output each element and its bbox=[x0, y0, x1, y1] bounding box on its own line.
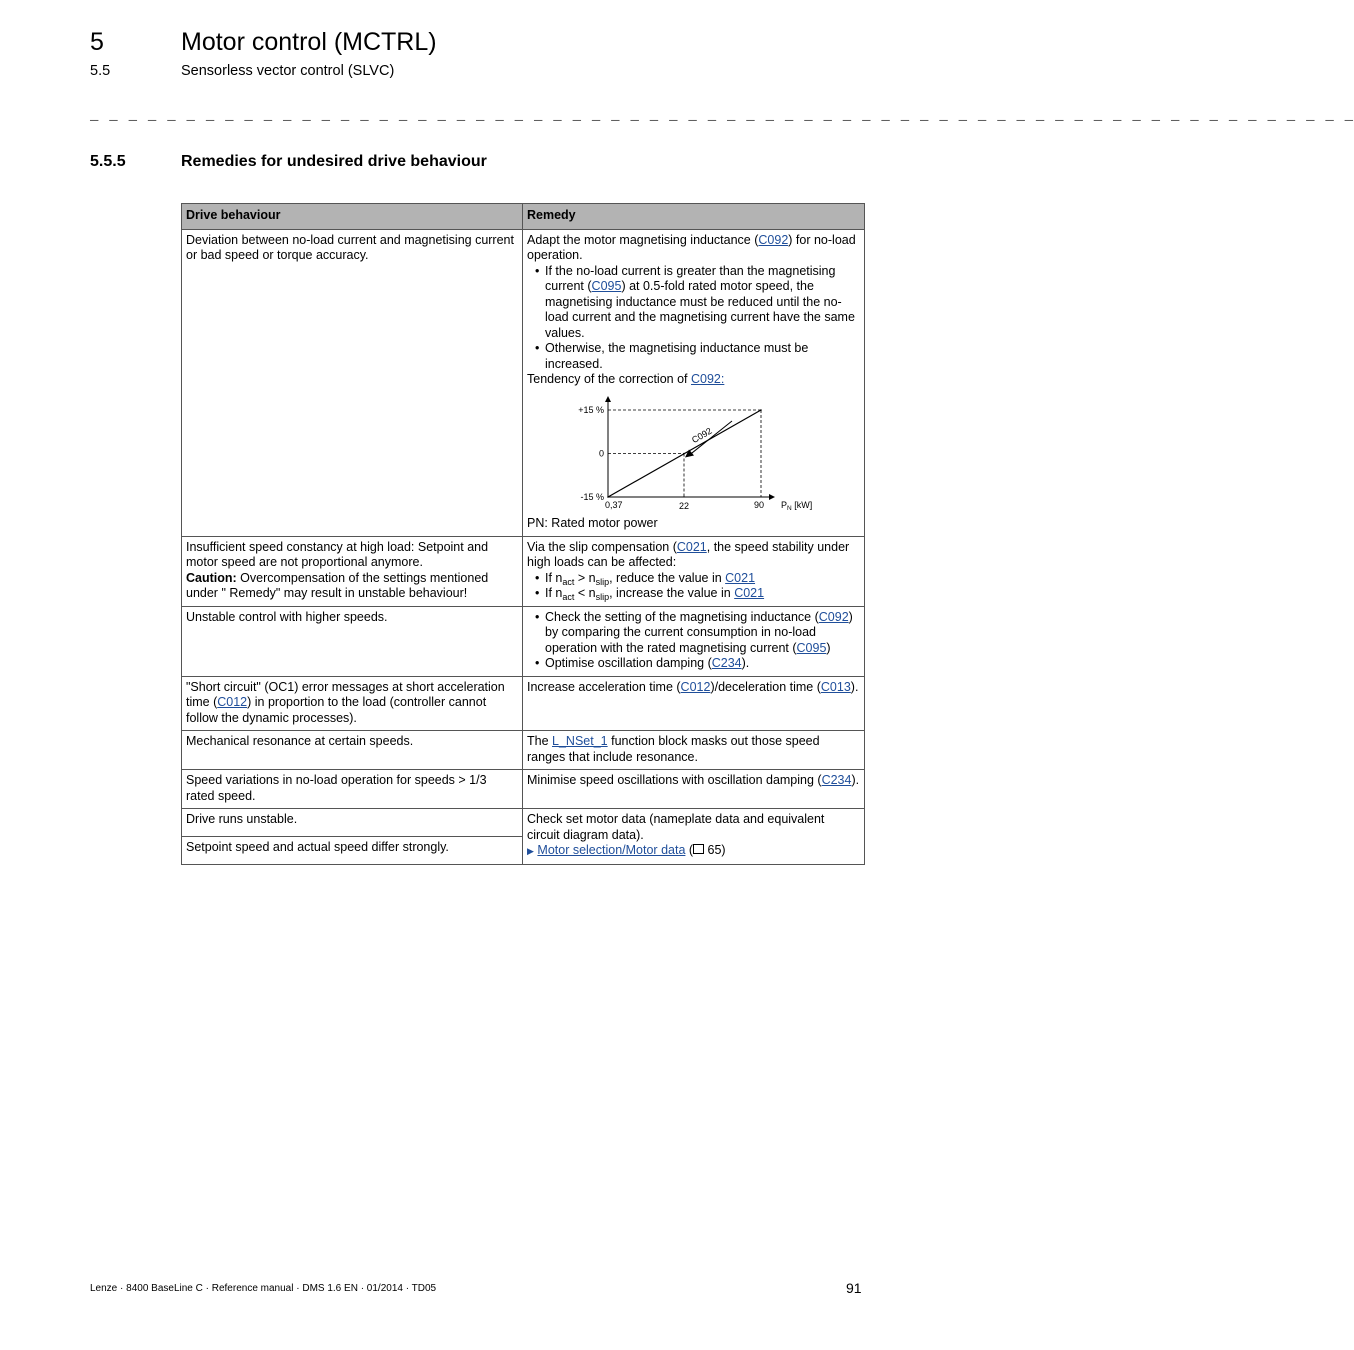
link-c021[interactable]: C021 bbox=[725, 570, 756, 585]
link-c095[interactable]: C095 bbox=[796, 640, 827, 655]
table-row bbox=[182, 676, 865, 731]
link-c013[interactable]: C013 bbox=[820, 679, 851, 694]
remedy-text: Adapt the motor magnetising inductance ( bbox=[527, 232, 759, 247]
table-row bbox=[182, 229, 865, 536]
link-c095[interactable]: C095 bbox=[591, 279, 622, 293]
bullet-text: If n bbox=[545, 570, 563, 585]
remedy-text: )/deceleration time ( bbox=[710, 679, 821, 694]
data-point bbox=[683, 452, 685, 454]
remedy-text: ). bbox=[850, 679, 859, 694]
link-l-nset-1[interactable]: L_NSet_1 bbox=[552, 734, 608, 748]
link-motor-selection[interactable]: Motor selection/Motor data bbox=[537, 843, 686, 857]
header-separator: _ _ _ _ _ _ _ _ _ _ _ _ _ _ _ _ _ _ _ _ _ _ _ _ _ _ _ _ _ _ _ _ _ _ _ _ _ _ _ _ _ _ _ _ _ _ _ _ _ _ _ _ _ _ _ _ _ _ _ _ _ _ _ _ _ _ bbox=[90, 108, 1354, 124]
bullet-list bbox=[527, 610, 860, 672]
x-tick-label: 22 bbox=[678, 500, 690, 511]
bullet-list bbox=[527, 264, 860, 373]
y-tick-label: -15 % bbox=[580, 491, 604, 502]
remedy-cell bbox=[523, 606, 865, 676]
link-c021[interactable]: C021 bbox=[676, 539, 707, 554]
link-c092[interactable]: C092 bbox=[758, 232, 789, 247]
caution-text: Overcompensation of the settings mentioned under " Remedy" may result in unstable behaviour! bbox=[186, 570, 489, 600]
bullet-text: ) by comparing the current consumption in no-load operation with the rated magnetising current ( bbox=[545, 609, 853, 655]
page-ref-text: 65) bbox=[704, 843, 726, 857]
remedy-text: Check set motor data (nameplate data and equivalent circuit diagram data). bbox=[527, 812, 825, 842]
bullet-text: ). bbox=[741, 656, 750, 670]
remedy-cell bbox=[523, 770, 865, 809]
bullet-text: Optimise oscillation damping ( bbox=[545, 656, 712, 670]
chart-svg bbox=[527, 394, 827, 510]
bullet-text: ) at 0.5-fold rated motor speed, the magnetising inductance must be reduced until the no-load current and the magnetising current have the same values. bbox=[545, 279, 855, 340]
header-drive-behaviour: Drive behaviour bbox=[182, 204, 523, 230]
bullet-text: ) bbox=[826, 640, 831, 655]
remedy-cell bbox=[523, 229, 865, 536]
link-c012[interactable]: C012 bbox=[680, 679, 711, 694]
direction-arrow-head bbox=[685, 449, 694, 457]
section-title: Sensorless vector control (SLVC) bbox=[181, 63, 395, 79]
link-c092-tendency[interactable]: C092: bbox=[690, 372, 725, 386]
x-tick-label: 90 bbox=[753, 499, 765, 510]
triangle-right-icon: ▶ bbox=[527, 846, 534, 856]
behaviour-text: "Short circuit" (OC1) error messages at short acceleration time ( bbox=[186, 679, 505, 709]
list-item: • Otherwise, the magnetising inductance must be increased. bbox=[545, 341, 860, 372]
behaviour-cell: Mechanical resonance at certain speeds. bbox=[182, 731, 523, 770]
link-c092[interactable]: C092 bbox=[818, 609, 849, 624]
footer-text: Lenze · 8400 BaseLine C · Reference manual · DMS 1.6 EN · 01/2014 · TD05 bbox=[90, 1283, 437, 1294]
list-item bbox=[545, 610, 860, 657]
section-number: 5.5 bbox=[90, 63, 111, 79]
table-row bbox=[182, 606, 865, 676]
remedy-text: The bbox=[527, 734, 553, 748]
behaviour-cell: Deviation between no-load current and magnetising current or bad speed or torque accuracy. bbox=[182, 229, 523, 536]
table-row bbox=[182, 536, 865, 606]
table-row bbox=[182, 731, 865, 770]
list-item bbox=[545, 264, 860, 342]
behaviour-cell: Drive runs unstable. bbox=[182, 809, 523, 837]
link-c021[interactable]: C021 bbox=[734, 586, 765, 600]
remedies-table bbox=[181, 203, 865, 865]
tendency-text: Tendency of the correction of bbox=[527, 372, 691, 386]
correction-chart bbox=[527, 394, 860, 515]
bullet-text: , reduce the value in bbox=[609, 570, 726, 585]
series-label: C092 bbox=[690, 425, 714, 445]
book-icon bbox=[693, 844, 704, 854]
y-tick-label: +15 % bbox=[578, 404, 604, 415]
remedy-text: ). bbox=[851, 773, 860, 787]
x-axis-arrow bbox=[769, 494, 775, 500]
page-ref-text: ( bbox=[685, 843, 694, 857]
list-item bbox=[545, 571, 860, 587]
remedy-text: , the speed stability under high loads can be affected: bbox=[527, 539, 850, 569]
page-number: 91 bbox=[846, 1280, 862, 1296]
bullet-text: > n bbox=[574, 570, 596, 585]
bullet-text: If n bbox=[545, 586, 563, 600]
bullet-text: If the no-load current is greater than the magnetising current ( bbox=[545, 263, 836, 293]
link-c012[interactable]: C012 bbox=[217, 695, 248, 709]
remedy-text: ) for no-load operation. bbox=[527, 232, 856, 262]
bullet-text: < n bbox=[574, 586, 596, 600]
list-item bbox=[545, 586, 860, 602]
behaviour-cell: Speed variations in no-load operation for speeds > 1/3 rated speed. bbox=[182, 770, 523, 809]
remedy-cell bbox=[523, 536, 865, 606]
caution-label: Caution: bbox=[186, 570, 237, 585]
table-row bbox=[182, 809, 865, 837]
link-c234[interactable]: C234 bbox=[821, 773, 852, 787]
remedy-text: function block masks out those speed ranges that include resonance. bbox=[527, 734, 820, 764]
subscript: act bbox=[562, 576, 575, 587]
subsection-title: Remedies for undesired drive behaviour bbox=[181, 153, 487, 170]
x-axis-label: $P_N$ [kW] bbox=[781, 499, 813, 512]
behaviour-cell: Setpoint speed and actual speed differ strongly. bbox=[182, 836, 523, 864]
behaviour-text: Insufficient speed constancy at high load: Setpoint and motor speed are not proportional anymore. bbox=[186, 539, 489, 569]
list-item bbox=[545, 656, 860, 672]
bullet-text: , increase the value in bbox=[609, 586, 735, 600]
data-point bbox=[607, 496, 609, 498]
bullet-text: Check the setting of the magnetising inductance ( bbox=[545, 609, 819, 624]
behaviour-cell bbox=[182, 676, 523, 731]
behaviour-cell: Unstable control with higher speeds. bbox=[182, 606, 523, 676]
subscript: slip bbox=[595, 576, 610, 587]
remedy-text: Increase acceleration time ( bbox=[527, 679, 681, 694]
remedy-text: Minimise speed oscillations with oscillation damping ( bbox=[527, 773, 822, 787]
y-tick-label: 0 bbox=[598, 448, 604, 458]
remedy-text: Via the slip compensation ( bbox=[527, 539, 677, 554]
remedy-cell bbox=[523, 731, 865, 770]
behaviour-text: ) in proportion to the load (controller cannot follow the dynamic processes). bbox=[186, 695, 487, 725]
table-header-row bbox=[182, 204, 865, 230]
chart-note: PN: Rated motor power bbox=[527, 516, 658, 530]
subsection-number: 5.5.5 bbox=[90, 153, 126, 170]
remedy-cell bbox=[523, 809, 865, 865]
data-point bbox=[760, 409, 762, 411]
table-row bbox=[182, 770, 865, 809]
subscript: slip bbox=[595, 592, 610, 602]
link-c234[interactable]: C234 bbox=[711, 656, 742, 670]
x-tick-label: 0,37 bbox=[605, 499, 623, 510]
chapter-title: Motor control (MCTRL) bbox=[181, 28, 437, 56]
header-remedy: Remedy bbox=[523, 204, 865, 230]
y-axis-arrow bbox=[605, 396, 611, 402]
chapter-number: 5 bbox=[90, 28, 104, 56]
subscript: act bbox=[562, 592, 575, 602]
behaviour-cell bbox=[182, 536, 523, 606]
bullet-list bbox=[527, 571, 860, 602]
remedy-cell bbox=[523, 676, 865, 731]
